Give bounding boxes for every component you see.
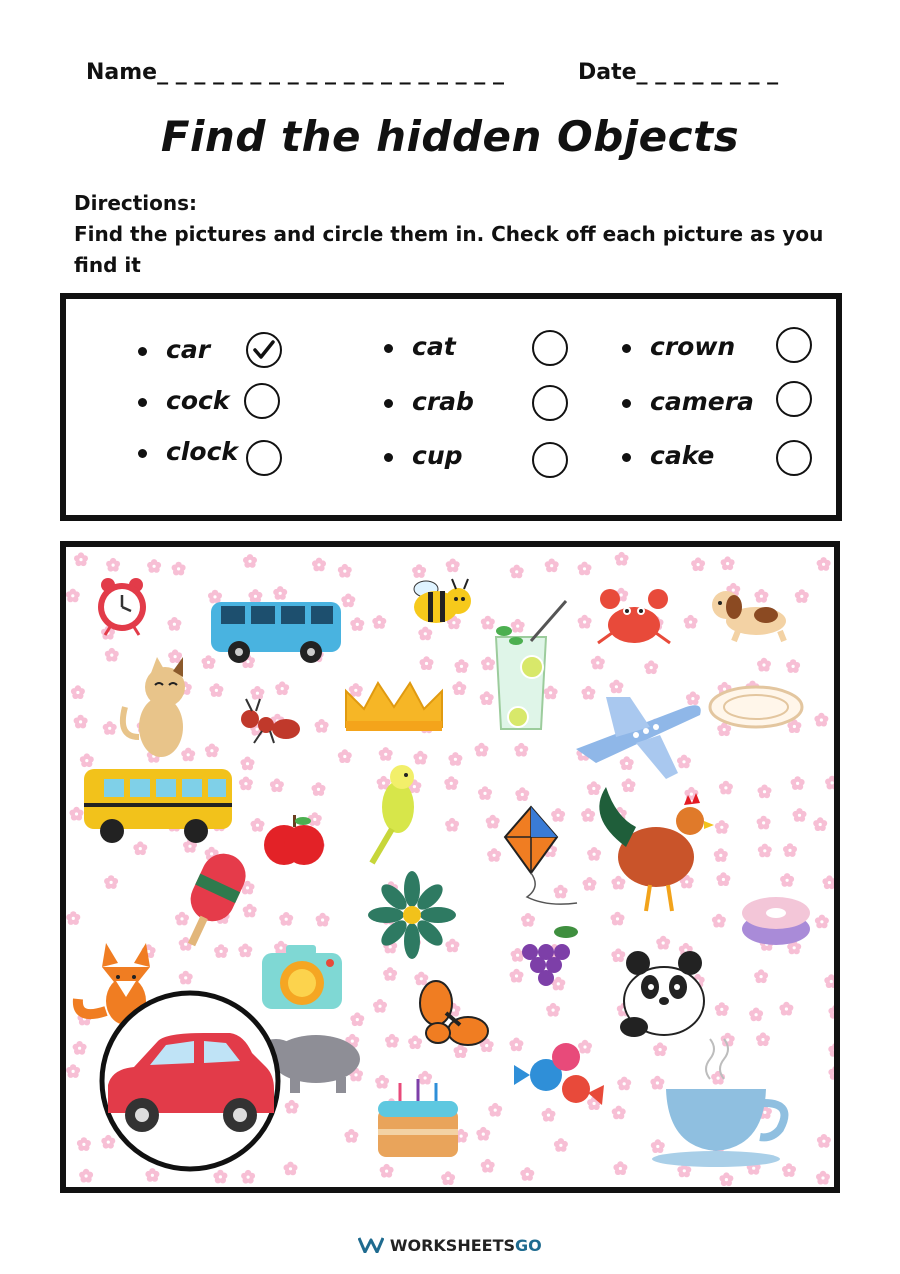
flower-pattern-icon xyxy=(591,656,605,670)
flower-pattern-icon xyxy=(452,681,466,695)
flower-pattern-icon xyxy=(147,559,161,573)
flower-pattern-icon xyxy=(66,911,80,925)
flower-pattern-icon xyxy=(615,552,629,566)
flower-pattern-icon xyxy=(815,915,829,929)
flower-pattern-icon xyxy=(74,552,88,566)
candy-icon[interactable] xyxy=(514,1043,604,1105)
flower-pattern-icon xyxy=(238,944,252,958)
directions-line-2: find it xyxy=(74,253,141,277)
flower-pattern-icon xyxy=(578,1040,592,1054)
checklist-item-crab: crab xyxy=(412,387,474,416)
flower-pattern-icon xyxy=(487,848,501,862)
flower-pattern-icon xyxy=(611,948,625,962)
picture-canvas xyxy=(66,547,834,1187)
flower-pattern-icon xyxy=(172,562,186,576)
flower-pattern-icon xyxy=(578,562,592,576)
flower-pattern-icon xyxy=(488,1103,502,1117)
bullet-icon xyxy=(622,399,631,408)
flower-pattern-icon xyxy=(791,776,805,790)
flower-pattern-icon xyxy=(312,558,326,572)
checklist-item-camera: camera xyxy=(650,387,754,416)
bullet-icon xyxy=(384,453,393,462)
flower-pattern-icon xyxy=(105,648,119,662)
flower-pattern-icon xyxy=(509,1038,523,1052)
flower-pattern-icon xyxy=(372,615,386,629)
flower-pattern-icon xyxy=(816,1171,830,1185)
grapes-icon[interactable] xyxy=(522,926,578,986)
coffee-cup-icon[interactable] xyxy=(652,1039,784,1167)
flower-pattern-icon xyxy=(644,660,658,674)
flower-pattern-icon xyxy=(73,1041,87,1055)
flower-pattern-icon xyxy=(651,1139,665,1153)
flower-pattern-icon xyxy=(385,1034,399,1048)
checkbox-clock[interactable] xyxy=(246,440,282,476)
flower-pattern-icon xyxy=(338,564,352,578)
flower-pattern-icon xyxy=(656,936,670,950)
dog-icon[interactable] xyxy=(712,591,786,641)
flower-pattern-icon xyxy=(756,1032,770,1046)
flower-pattern-icon xyxy=(611,912,625,926)
flower-pattern-icon xyxy=(481,616,495,630)
checkbox-cup[interactable] xyxy=(532,442,568,478)
flower-pattern-icon xyxy=(554,1138,568,1152)
flower-pattern-icon xyxy=(581,686,595,700)
flower-pattern-icon xyxy=(620,756,634,770)
flower-pattern-icon xyxy=(413,751,427,765)
flower-pattern-icon xyxy=(721,556,735,570)
flower-pattern-icon xyxy=(825,776,834,790)
lemonade-glass-icon[interactable] xyxy=(496,601,566,729)
flower-pattern-icon xyxy=(243,904,257,918)
flower-pattern-icon xyxy=(285,1100,299,1114)
flower-pattern-icon xyxy=(274,941,288,955)
flower-pattern-icon xyxy=(168,649,182,663)
bullet-icon xyxy=(138,347,147,356)
flower-pattern-icon xyxy=(101,1135,115,1149)
flower-pattern-icon xyxy=(208,590,222,604)
flower-pattern-icon xyxy=(70,807,84,821)
flower-pattern-icon xyxy=(786,659,800,673)
flower-pattern-icon xyxy=(312,782,326,796)
checklist-item-cup: cup xyxy=(412,441,463,470)
flower-pattern-icon xyxy=(587,781,601,795)
flower-pattern-icon xyxy=(520,1167,534,1181)
flower-pattern-icon xyxy=(546,1003,560,1017)
flower-pattern-icon xyxy=(554,885,568,899)
flower-pattern-icon xyxy=(273,586,287,600)
flower-pattern-icon xyxy=(510,565,524,579)
flower-pattern-icon xyxy=(521,913,535,927)
brand-name-part2: GO xyxy=(515,1236,542,1255)
flower-pattern-icon xyxy=(486,815,500,829)
flower-pattern-icon xyxy=(510,969,524,983)
flower-pattern-icon xyxy=(481,1159,495,1173)
flower-pattern-icon xyxy=(542,1108,556,1122)
cat-icon[interactable] xyxy=(123,657,185,757)
flower-pattern-icon xyxy=(250,686,264,700)
panda-icon[interactable] xyxy=(620,951,704,1037)
flower-pattern-icon xyxy=(551,808,565,822)
daisy-flower-icon[interactable] xyxy=(368,871,456,959)
flower-pattern-icon xyxy=(779,1002,793,1016)
flower-pattern-icon xyxy=(375,1075,389,1089)
flower-pattern-icon xyxy=(758,785,772,799)
flower-pattern-icon xyxy=(817,1134,831,1148)
flower-pattern-icon xyxy=(514,743,528,757)
flower-pattern-icon xyxy=(275,681,289,695)
bullet-icon xyxy=(384,399,393,408)
flower-pattern-icon xyxy=(583,877,597,891)
flower-pattern-icon xyxy=(338,749,352,763)
flower-pattern-icon xyxy=(650,1076,664,1090)
van-icon[interactable] xyxy=(211,602,341,663)
page-title: Find the hidden Objects xyxy=(160,112,740,161)
ant-icon[interactable] xyxy=(241,699,300,743)
flower-pattern-icon xyxy=(712,914,726,928)
hidden-objects-picture xyxy=(60,541,840,1193)
flower-pattern-icon xyxy=(545,559,559,573)
checklist-box xyxy=(60,293,842,521)
flower-pattern-icon xyxy=(578,615,592,629)
checklist-item-clock: clock xyxy=(166,437,239,466)
bullet-icon xyxy=(622,344,631,353)
checklist-item-car: car xyxy=(166,335,211,364)
red-car-icon[interactable] xyxy=(102,993,278,1169)
flower-pattern-icon xyxy=(780,873,794,887)
footer-brand xyxy=(0,1236,900,1255)
flower-pattern-icon xyxy=(448,752,462,766)
flower-pattern-icon xyxy=(373,999,387,1013)
flower-pattern-icon xyxy=(686,691,700,705)
flower-pattern-icon xyxy=(241,1170,255,1184)
flower-pattern-icon xyxy=(824,974,834,988)
flower-pattern-icon xyxy=(106,558,120,572)
checkbox-cake[interactable] xyxy=(776,440,812,476)
flower-pattern-icon xyxy=(412,564,426,578)
flower-pattern-icon xyxy=(715,1002,729,1016)
flower-pattern-icon xyxy=(241,757,255,771)
bullet-icon xyxy=(384,344,393,353)
flower-pattern-icon xyxy=(455,659,469,673)
bullet-icon xyxy=(138,449,147,458)
flower-pattern-icon xyxy=(213,1170,227,1184)
flower-pattern-icon xyxy=(828,1043,834,1057)
flower-pattern-icon xyxy=(684,615,698,629)
flower-pattern-icon xyxy=(480,691,494,705)
flower-pattern-icon xyxy=(71,685,85,699)
flower-pattern-icon xyxy=(251,818,265,832)
date-field-label[interactable]: Date_ _ _ _ _ _ _ _ xyxy=(578,60,779,85)
flower-pattern-icon xyxy=(445,939,459,953)
flower-pattern-icon xyxy=(691,557,705,571)
flower-pattern-icon xyxy=(414,972,428,986)
flower-pattern-icon xyxy=(611,876,625,890)
flower-pattern-icon xyxy=(418,1071,432,1085)
bee-icon[interactable] xyxy=(414,579,471,623)
flower-pattern-icon xyxy=(478,786,492,800)
checklist-item-cock: cock xyxy=(166,386,230,415)
worksheetsgo-logo-icon xyxy=(358,1237,384,1253)
checkbox-car[interactable] xyxy=(246,332,282,368)
bullet-icon xyxy=(622,453,631,462)
flower-pattern-icon xyxy=(617,1077,631,1091)
alarm-clock-icon[interactable] xyxy=(98,578,146,635)
flower-pattern-icon xyxy=(380,1164,394,1178)
flower-pattern-icon xyxy=(80,753,94,767)
checkbox-crab[interactable] xyxy=(532,385,568,421)
flower-pattern-icon xyxy=(145,1168,159,1182)
flower-pattern-icon xyxy=(205,744,219,758)
checkbox-camera[interactable] xyxy=(776,381,812,417)
flower-pattern-icon xyxy=(677,755,691,769)
flower-pattern-icon xyxy=(749,1008,763,1022)
flower-pattern-icon xyxy=(782,1163,796,1177)
flower-pattern-icon xyxy=(822,875,834,889)
checklist-item-cake: cake xyxy=(650,441,715,470)
camera-icon[interactable] xyxy=(262,945,342,1009)
flower-pattern-icon xyxy=(383,967,397,981)
flower-pattern-icon xyxy=(653,1042,667,1056)
flower-pattern-icon xyxy=(817,557,831,571)
flower-pattern-icon xyxy=(581,808,595,822)
crab-icon[interactable] xyxy=(598,589,670,643)
flower-pattern-icon xyxy=(795,589,809,603)
flower-pattern-icon xyxy=(515,787,529,801)
name-field-label[interactable]: Name_ _ _ _ _ _ _ _ _ _ _ _ _ _ _ _ _ _ _ xyxy=(86,60,504,85)
flower-pattern-icon xyxy=(209,683,223,697)
flower-pattern-icon xyxy=(828,1066,834,1080)
flower-pattern-icon xyxy=(79,1169,93,1183)
flower-pattern-icon xyxy=(783,843,797,857)
flower-pattern-icon xyxy=(239,777,253,791)
checkbox-cock[interactable] xyxy=(244,383,280,419)
birthday-cake-icon[interactable] xyxy=(378,1079,458,1157)
rooster-icon[interactable] xyxy=(599,787,714,911)
flower-pattern-icon xyxy=(420,656,434,670)
checkbox-crown[interactable] xyxy=(776,327,812,363)
flower-pattern-icon xyxy=(613,1161,627,1175)
flower-pattern-icon xyxy=(315,719,329,733)
directions-line-1: Find the pictures and circle them in. Check off each picture as you xyxy=(74,222,824,246)
flower-pattern-icon xyxy=(284,1162,298,1176)
flower-pattern-icon xyxy=(344,1129,358,1143)
flower-pattern-icon xyxy=(719,781,733,795)
flower-pattern-icon xyxy=(481,657,495,671)
flower-pattern-icon xyxy=(544,686,558,700)
flower-pattern-icon xyxy=(511,619,525,633)
flower-pattern-icon xyxy=(754,969,768,983)
flower-pattern-icon xyxy=(104,875,118,889)
flower-pattern-icon xyxy=(714,848,728,862)
flower-pattern-icon xyxy=(757,658,771,672)
flower-pattern-icon xyxy=(814,713,828,727)
flower-pattern-icon xyxy=(66,1064,80,1078)
flower-pattern-icon xyxy=(418,627,432,641)
flower-pattern-icon xyxy=(350,617,364,631)
flower-pattern-icon xyxy=(379,747,393,761)
flower-pattern-icon xyxy=(716,872,730,886)
flower-pattern-icon xyxy=(350,1012,364,1026)
flower-pattern-icon xyxy=(167,617,181,631)
flower-pattern-icon xyxy=(793,808,807,822)
school-bus-icon[interactable] xyxy=(84,769,232,843)
flower-pattern-icon xyxy=(175,912,189,926)
plate-icon[interactable] xyxy=(710,687,802,727)
flower-pattern-icon xyxy=(446,559,460,573)
flower-pattern-icon xyxy=(587,847,601,861)
flower-pattern-icon xyxy=(441,1171,455,1185)
flower-pattern-icon xyxy=(66,589,80,603)
flower-pattern-icon xyxy=(757,816,771,830)
flower-pattern-icon xyxy=(77,1137,91,1151)
flower-pattern-icon xyxy=(248,589,262,603)
flower-pattern-icon xyxy=(475,743,489,757)
flower-pattern-icon xyxy=(719,1172,733,1186)
flower-pattern-icon xyxy=(444,776,458,790)
flower-pattern-icon xyxy=(609,680,623,694)
flower-pattern-icon xyxy=(243,554,257,568)
checklist-item-crown: crown xyxy=(650,332,736,361)
flower-pattern-icon xyxy=(408,1035,422,1049)
flower-pattern-icon xyxy=(715,820,729,834)
bullet-icon xyxy=(138,398,147,407)
flower-pattern-icon xyxy=(754,589,768,603)
flower-pattern-icon xyxy=(445,818,459,832)
flower-pattern-icon xyxy=(214,944,228,958)
flower-pattern-icon xyxy=(270,778,284,792)
flower-pattern-icon xyxy=(813,817,827,831)
flower-pattern-icon xyxy=(622,778,636,792)
flower-pattern-icon xyxy=(103,721,117,735)
flower-pattern-icon xyxy=(279,912,293,926)
flower-pattern-icon xyxy=(454,1044,468,1058)
flower-pattern-icon xyxy=(316,913,330,927)
flower-pattern-icon xyxy=(202,655,216,669)
flower-pattern-icon xyxy=(181,748,195,762)
flower-pattern-icon xyxy=(179,971,193,985)
flower-pattern-icon xyxy=(74,715,88,729)
flower-pattern-icon xyxy=(828,1005,834,1019)
donut-icon[interactable] xyxy=(742,897,810,945)
directions-heading: Directions: xyxy=(74,191,198,215)
flower-pattern-icon xyxy=(476,1127,490,1141)
checklist-item-cat: cat xyxy=(412,332,456,361)
flower-pattern-icon xyxy=(133,841,147,855)
brand-name-part1: WORKSHEETS xyxy=(389,1236,516,1255)
checkmark-icon xyxy=(252,339,276,361)
flower-pattern-icon xyxy=(612,1106,626,1120)
checkbox-cat[interactable] xyxy=(532,330,568,366)
flower-pattern-icon xyxy=(758,844,772,858)
flower-pattern-icon xyxy=(341,594,355,608)
